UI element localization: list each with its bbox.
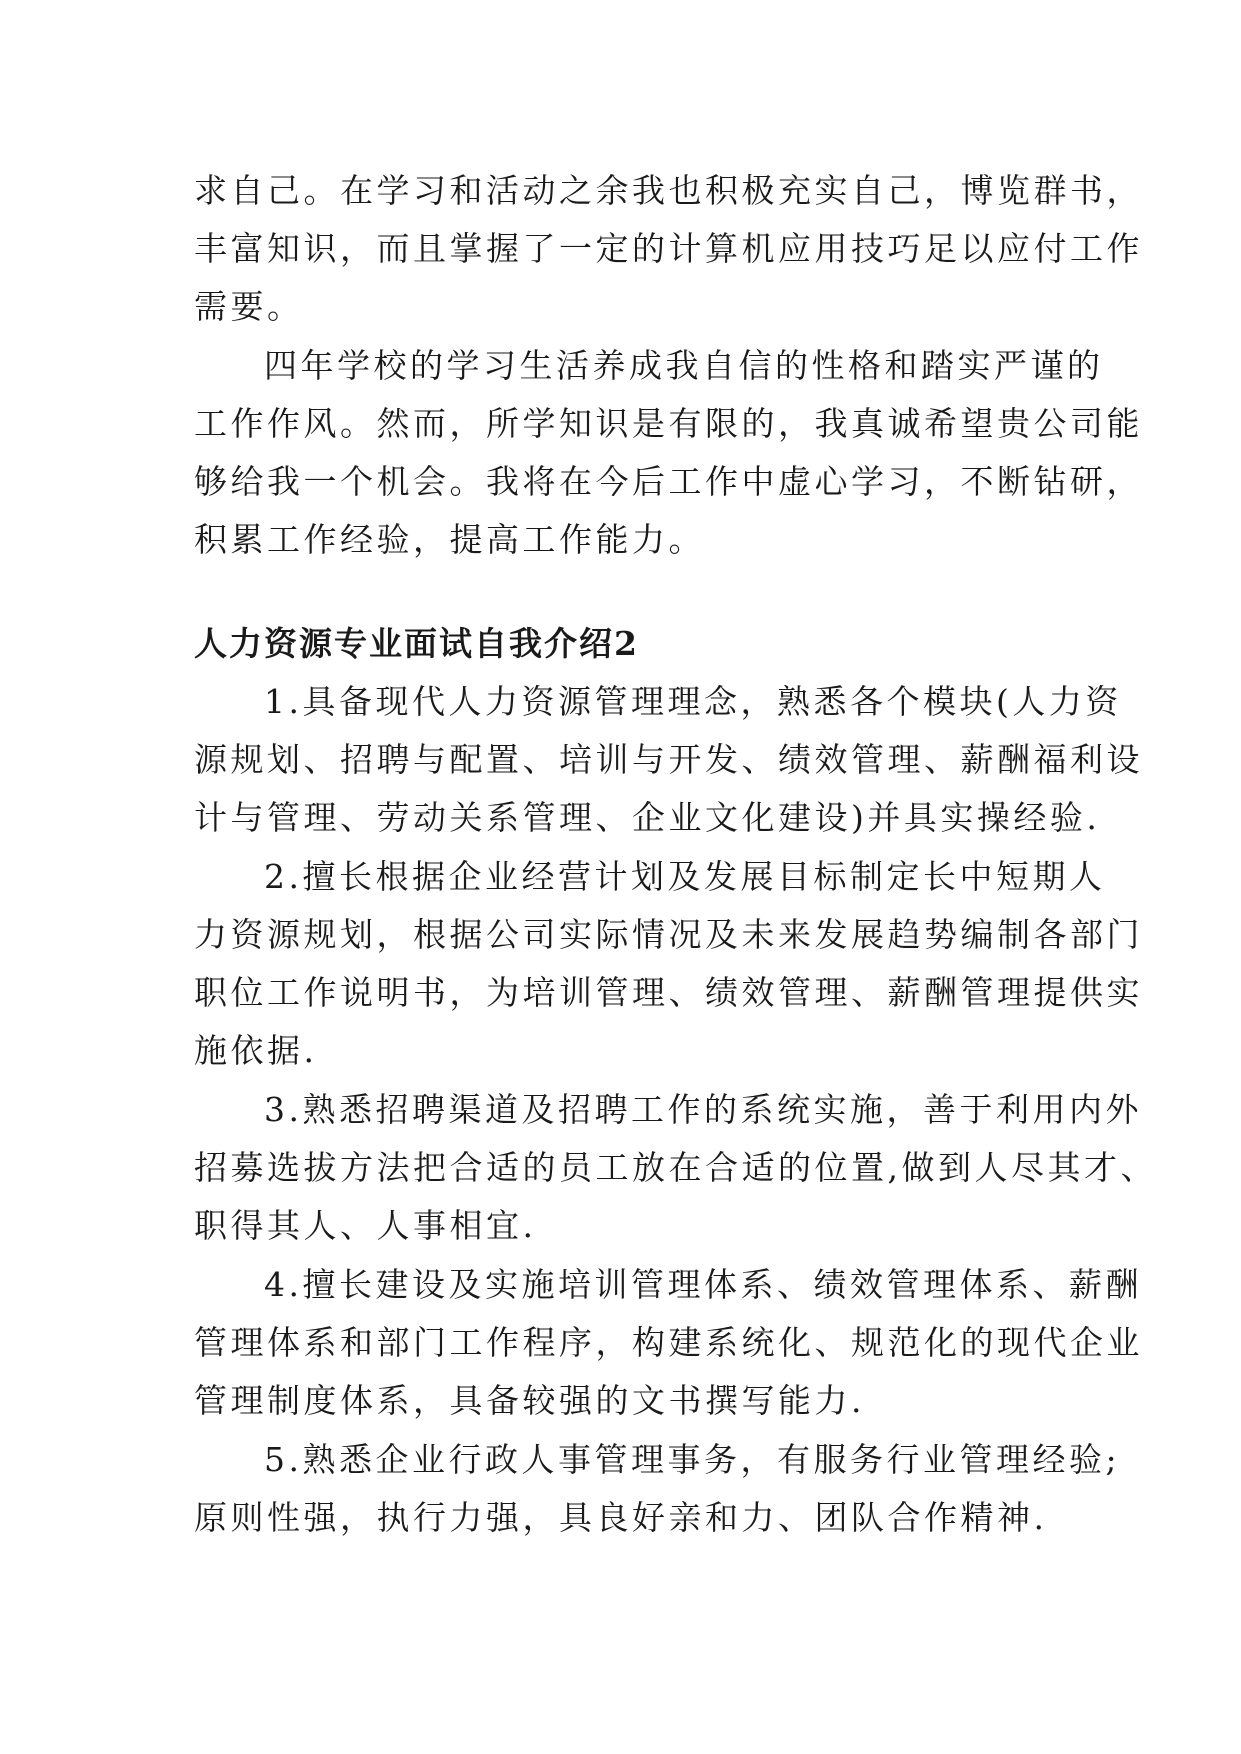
item-line: 1.具备现代人力资源管理理念，熟悉各个模块(人力资 xyxy=(264,682,1122,721)
item-line: 管理制度体系，具备较强的文书撰写能力. xyxy=(194,1381,865,1420)
item-line: 4.擅长建设及实施培训管理体系、绩效管理体系、薪酬 xyxy=(264,1265,1142,1304)
item-line: 职位工作说明书，为培训管理、绩效管理、薪酬管理提供实 xyxy=(194,973,1143,1012)
item-line: 职得其人、人事相宜. xyxy=(194,1206,537,1245)
paragraph-line: 丰富知识，而且掌握了一定的计算机应用技巧足以应付工作 xyxy=(194,229,1143,268)
item-line: 2.擅长根据企业经营计划及发展目标制定长中短期人 xyxy=(264,857,1106,896)
list-item xyxy=(194,1256,1143,1430)
list-item xyxy=(194,673,1143,847)
list-item xyxy=(194,1431,1121,1547)
list-item xyxy=(194,1081,1157,1255)
paragraph-line: 需要。 xyxy=(194,287,304,326)
item-line: 管理体系和部门工作程序，构建系统化、规范化的现代企业 xyxy=(194,1323,1143,1362)
item-line: 5.熟悉企业行政人事管理事务，有服务行业管理经验; xyxy=(264,1440,1121,1479)
intro-paragraph xyxy=(194,162,1143,336)
paragraph-line: 积累工作经验，提高工作能力。 xyxy=(194,520,705,559)
list-item xyxy=(194,848,1143,1080)
section-title: 人力资源专业面试自我介绍2 xyxy=(194,624,639,663)
item-line: 力资源规划，根据公司实际情况及未来发展趋势编制各部门 xyxy=(194,915,1143,954)
paragraph-line: 四年学校的学习生活养成我自信的性格和踏实严谨的 xyxy=(264,346,1104,385)
school-paragraph xyxy=(194,337,1143,569)
paragraph-line: 工作作风。然而，所学知识是有限的，我真诚希望贵公司能 xyxy=(194,404,1143,443)
item-line: 源规划、招聘与配置、培训与开发、绩效管理、薪酬福利设 xyxy=(194,740,1143,779)
item-line: 施依据. xyxy=(194,1031,318,1070)
item-line: 原则性强，执行力强，具良好亲和力、团队合作精神. xyxy=(194,1498,1048,1537)
item-line: 计与管理、劳动关系管理、企业文化建设)并具实操经验. xyxy=(194,798,1101,837)
item-line: 招募选拔方法把合适的员工放在合适的位置,做到人尽其才、 xyxy=(194,1148,1157,1187)
paragraph-line: 求自己。在学习和活动之余我也积极充实自己，博览群书， xyxy=(194,171,1143,210)
paragraph-line: 够给我一个机会。我将在今后工作中虚心学习，不断钻研， xyxy=(194,462,1143,501)
item-line: 3.熟悉招聘渠道及招聘工作的系统实施，善于利用内外 xyxy=(264,1090,1142,1129)
